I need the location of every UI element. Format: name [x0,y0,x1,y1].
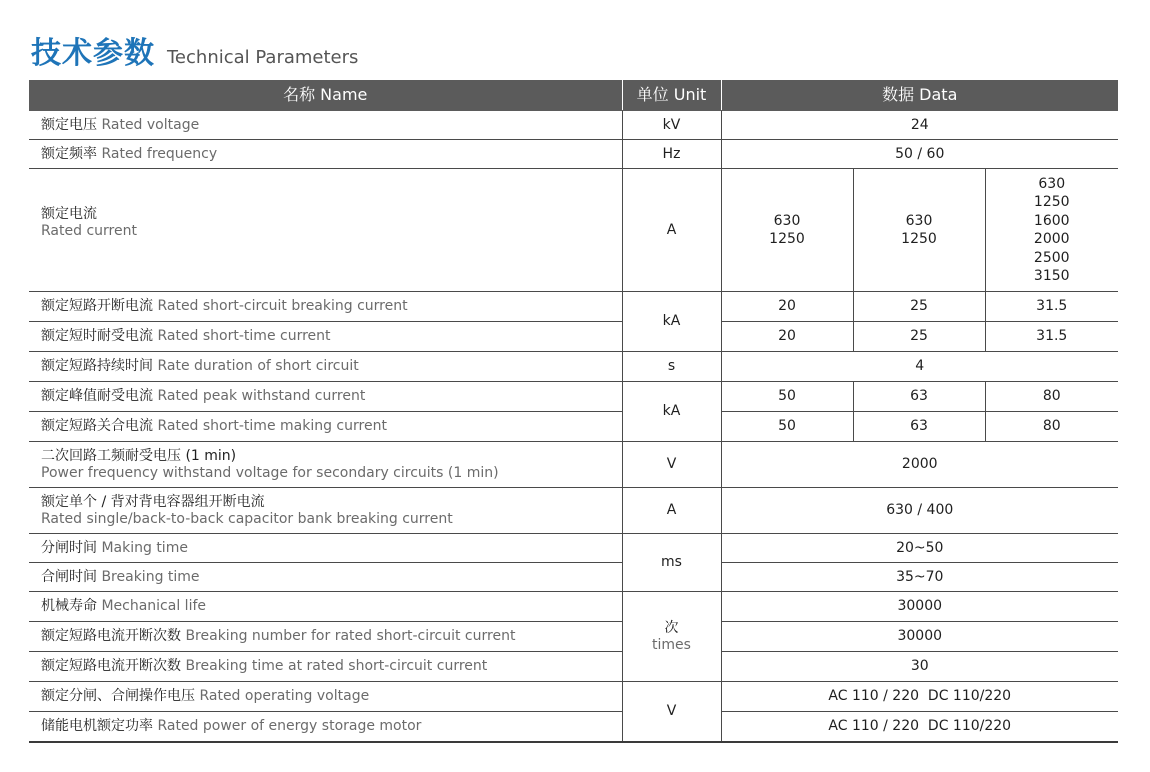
row-name: 额定电流 Rated current [29,169,622,292]
row-value: AC 110 / 220 DC 110/220 [721,682,1118,712]
row-value: 31.5 [985,292,1118,322]
table-row [29,412,1118,442]
row-value: 30 [721,652,1118,682]
table-row [29,488,1118,534]
table-row [29,352,1118,382]
row-unit: V [622,682,721,742]
title-english: Technical Parameters [167,47,359,68]
table-row [29,292,1118,322]
table-row [29,682,1118,712]
row-unit: Hz [622,140,721,169]
row-value: 50 [721,382,853,412]
row-unit: kA [622,292,721,352]
row-value: 4 [721,352,1118,382]
row-value: AC 110 / 220 DC 110/220 [721,712,1118,742]
row-name: 额定峰值耐受电流 Rated peak withstand current [29,382,622,412]
header-name: 名称 Name [29,80,622,111]
row-value: 630 / 400 [721,488,1118,534]
row-name: 机械寿命 Mechanical life [29,592,622,622]
row-unit: kV [622,111,721,140]
table-row [29,712,1118,742]
table-row [29,322,1118,352]
row-value: 63 [853,412,985,442]
row-name: 额定短时耐受电流 Rated short-time current [29,322,622,352]
row-name: 额定短路持续时间 Rate duration of short circuit [29,352,622,382]
row-value: 20~50 [721,534,1118,563]
table-row [29,652,1118,682]
row-name: 额定短路电流开断次数 Breaking number for rated short-circuit current [29,622,622,652]
row-value: 80 [985,382,1118,412]
row-name: 额定短路开断电流 Rated short-circuit breaking current [29,292,622,322]
row-value: 35~70 [721,563,1118,592]
row-name: 额定电压 Rated voltage [29,111,622,140]
table-row [29,111,1118,140]
row-value: 2000 [721,442,1118,488]
row-unit: V [622,442,721,488]
row-unit: ms [622,534,721,592]
table-header-row [29,80,1118,111]
row-unit: 次 times [622,592,721,682]
table-row [29,442,1118,488]
header-unit: 单位 Unit [622,80,721,111]
row-value: 24 [721,111,1118,140]
row-value: 30000 [721,622,1118,652]
row-name: 额定单个 / 背对背电容器组开断电流 Rated single/back-to-back capacitor bank breaking current [29,488,622,534]
table-row [29,592,1118,622]
parameters-table [29,80,1118,743]
table-row [29,382,1118,412]
row-name: 额定短路电流开断次数 Breaking time at rated short-circuit current [29,652,622,682]
row-name: 二次回路工频耐受电压 (1 min) Power frequency withstand voltage for secondary circuits (1 min) [29,442,622,488]
row-unit: kA [622,382,721,442]
current-column-1: 630 1250 [721,169,853,292]
current-column-3: 630 1250 1600 2000 2500 3150 [985,169,1118,292]
current-column-2: 630 1250 [853,169,985,292]
page-title [31,28,358,72]
row-name: 合闸时间 Breaking time [29,563,622,592]
header-data: 数据 Data [721,80,1118,111]
row-value: 20 [721,292,853,322]
row-name: 额定分闸、合闸操作电压 Rated operating voltage [29,682,622,712]
table-row [29,563,1118,592]
row-value: 50 [721,412,853,442]
table-row [29,534,1118,563]
row-value: 80 [985,412,1118,442]
table-row [29,622,1118,652]
row-unit: A [622,169,721,292]
row-name: 储能电机额定功率 Rated power of energy storage motor [29,712,622,742]
row-value: 31.5 [985,322,1118,352]
title-chinese: 技术参数 [31,36,155,71]
row-value: 25 [853,292,985,322]
table-row [29,140,1118,169]
row-unit: s [622,352,721,382]
row-name: 分闸时间 Making time [29,534,622,563]
row-value: 20 [721,322,853,352]
row-value: 30000 [721,592,1118,622]
row-value: 25 [853,322,985,352]
row-value: 50 / 60 [721,140,1118,169]
row-unit: A [622,488,721,534]
table-row [29,169,1118,292]
row-value: 63 [853,382,985,412]
row-name: 额定频率 Rated frequency [29,140,622,169]
row-name: 额定短路关合电流 Rated short-time making current [29,412,622,442]
